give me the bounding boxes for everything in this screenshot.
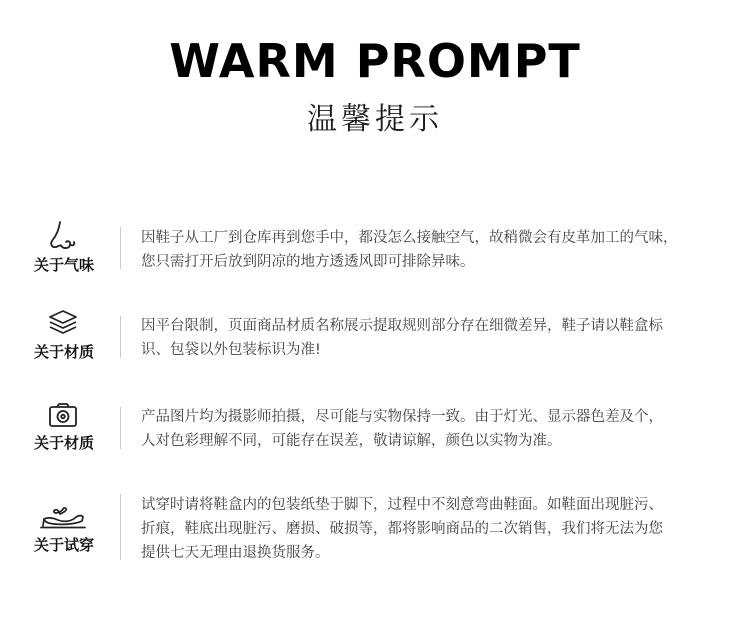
section-label: 关于材质 (33, 343, 94, 361)
section-label: 关于材质 (33, 434, 94, 452)
layers-icon (38, 305, 88, 341)
section-label: 关于试穿 (33, 536, 94, 554)
camera-icon (38, 397, 88, 433)
text-line: 折痕，鞋底出现脏污、磨损、破损等，都将影响商品的二次销售，我们将无法为您 (141, 521, 663, 537)
section-text (141, 314, 726, 362)
divider (120, 316, 121, 358)
page-subtitle: 温馨提示 (307, 102, 443, 137)
text-line: 因平台限制，页面商品材质名称展示提取规则部分存在细微差异，鞋子请以鞋盒标 (141, 318, 663, 334)
text-line: 试穿时请将鞋盒内的包装纸垫于脚下，过程中不刻意弯曲鞋面。如鞋面出现脏污、 (141, 497, 663, 513)
section-text (141, 405, 726, 453)
divider (120, 494, 121, 560)
text-line: 您只需打开后放到阴凉的地方透透风即可排除异味。 (141, 254, 475, 270)
section-text (141, 226, 726, 274)
section-label: 关于气味 (33, 256, 94, 274)
divider (120, 227, 121, 269)
section-text (141, 493, 726, 565)
page-title: WARM PROMPT (169, 34, 581, 88)
shoe-icon (38, 498, 88, 534)
text-line: 提供七天无理由退换货服务。 (141, 545, 330, 561)
nose-icon (38, 218, 88, 254)
text-line: 人对色彩理解不同，可能存在误差，敬请谅解，颜色以实物为准。 (141, 433, 562, 449)
divider (120, 407, 121, 449)
text-line: 因鞋子从工厂到仓库再到您手中，都没怎么接触空气，故稍微会有皮革加工的气味， (141, 230, 678, 246)
text-line: 识、包袋以外包装标识为准! (141, 342, 321, 358)
text-line: 产品图片均为摄影师拍摄，尽可能与实物保持一致。由于灯光、显示器色差及个， (141, 409, 663, 425)
